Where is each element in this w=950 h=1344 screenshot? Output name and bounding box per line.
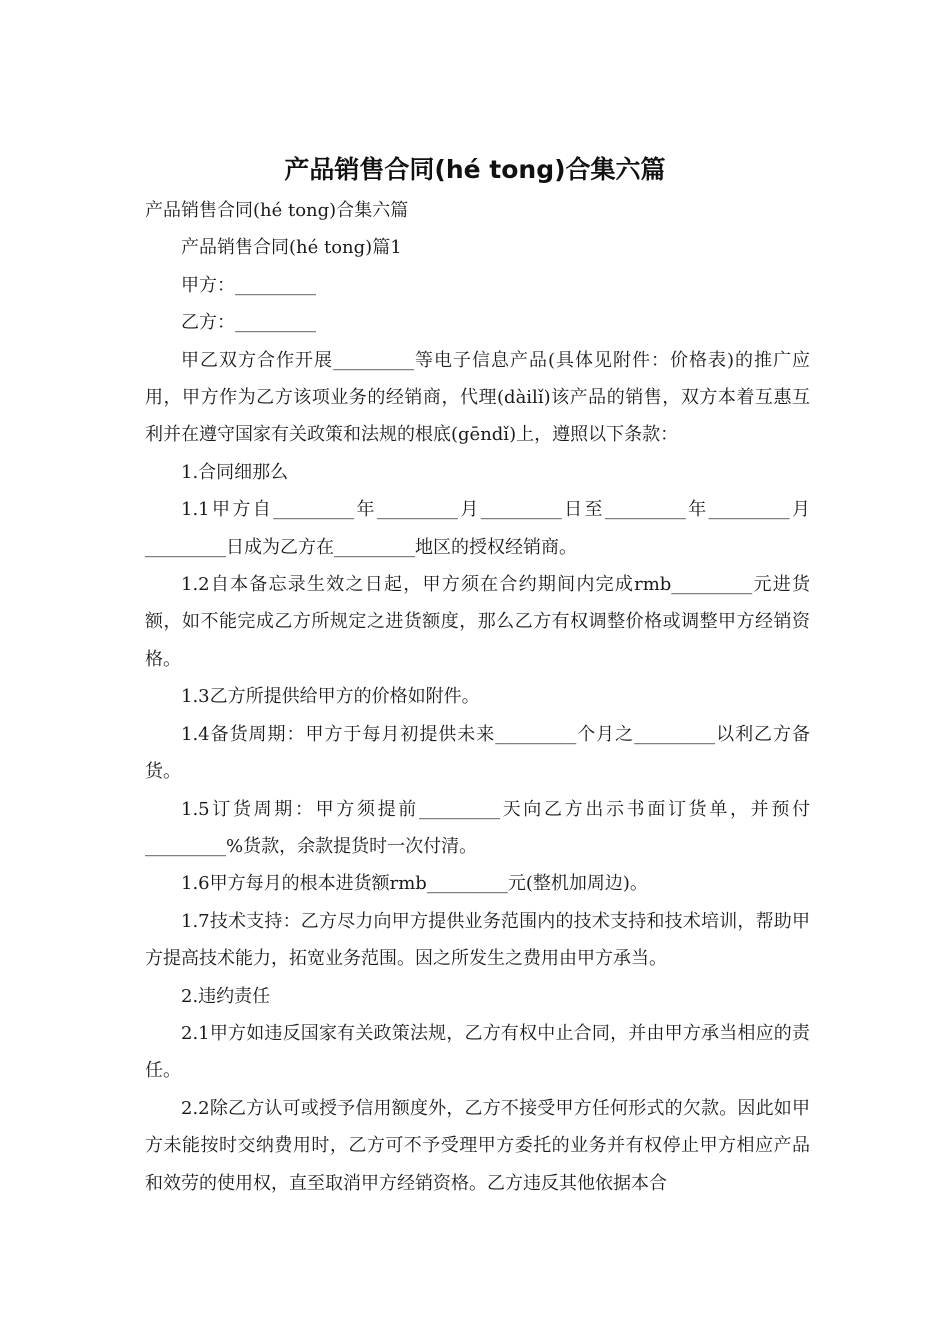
paragraph-clause-1-7: 1.7技术支持：乙方尽力向甲方提供业务范围内的技术支持和技术培训，帮助甲方提高技术能力，拓宽业务范围。因之所发生之费用由甲方承当。: [145, 910, 810, 970]
paragraph-clause-1-2: 1.2自本备忘录生效之日起，甲方须在合约期间内完成rmb_________元进货额，如不能完成乙方所规定之进货额度，那么乙方有权调整价格或调整甲方经销资格。: [145, 574, 810, 670]
paragraph-clause-1-3: 1.3乙方所提供给甲方的价格如附件。: [181, 686, 480, 708]
paragraph-party-b: 乙方：_________: [181, 312, 316, 334]
paragraph-subtitle: 产品销售合同(hé tong)合集六篇: [145, 200, 409, 221]
paragraph-clause-1-1: 1.1甲方自_________年_________月_________日至_________年_________月_________日成为乙方在_________地区的授权经销商。: [145, 499, 810, 558]
paragraph-clause-1: 1.合同细那么: [181, 461, 289, 483]
paragraph-party-a: 甲方：_________: [181, 274, 316, 296]
paragraph-clause-2-1: 2.1甲方如违反国家有关政策法规，乙方有权中止合同，并由甲方承当相应的责任。: [145, 1022, 810, 1082]
document-title: 产品销售合同(hé tong)合集六篇: [284, 155, 666, 184]
paragraph-clause-1-4: 1.4备货周期：甲方于每月初提供未来_________个月之_________以利乙方备货。: [145, 723, 810, 783]
paragraph-clause-1-5: 1.5订货周期：甲方须提前_________天向乙方出示书面订货单，并预付_________%货款，余款提货时一次付清。: [145, 798, 810, 857]
document-body: [145, 192, 810, 1202]
paragraph-preamble: 甲乙双方合作开展_________等电子信息产品(具体见附件：价格表)的推广应用，甲方作为乙方该项业务的经销商，代理(dàilǐ)该产品的销售，双方本着互惠互利并在遵守国家有关政策和法规的根底(gēndǐ)上，遵照以下条款：: [145, 349, 810, 446]
paragraph-clause-2-2: 2.2除乙方认可或授予信用额度外，乙方不接受甲方任何形式的欠款。因此如甲方未能按时交纳费用时，乙方可不予受理甲方委托的业务并有权停止甲方相应产品和效劳的使用权，直至取消甲方经销资格。乙方违反其他依据本合: [145, 1097, 810, 1194]
paragraph-section-heading: 产品销售合同(hé tong)篇1: [181, 237, 402, 259]
paragraph-clause-2: 2.违约责任: [181, 985, 271, 1007]
paragraph-clause-1-6: 1.6甲方每月的根本进货额rmb_________元(整机加周边)。: [181, 873, 648, 895]
